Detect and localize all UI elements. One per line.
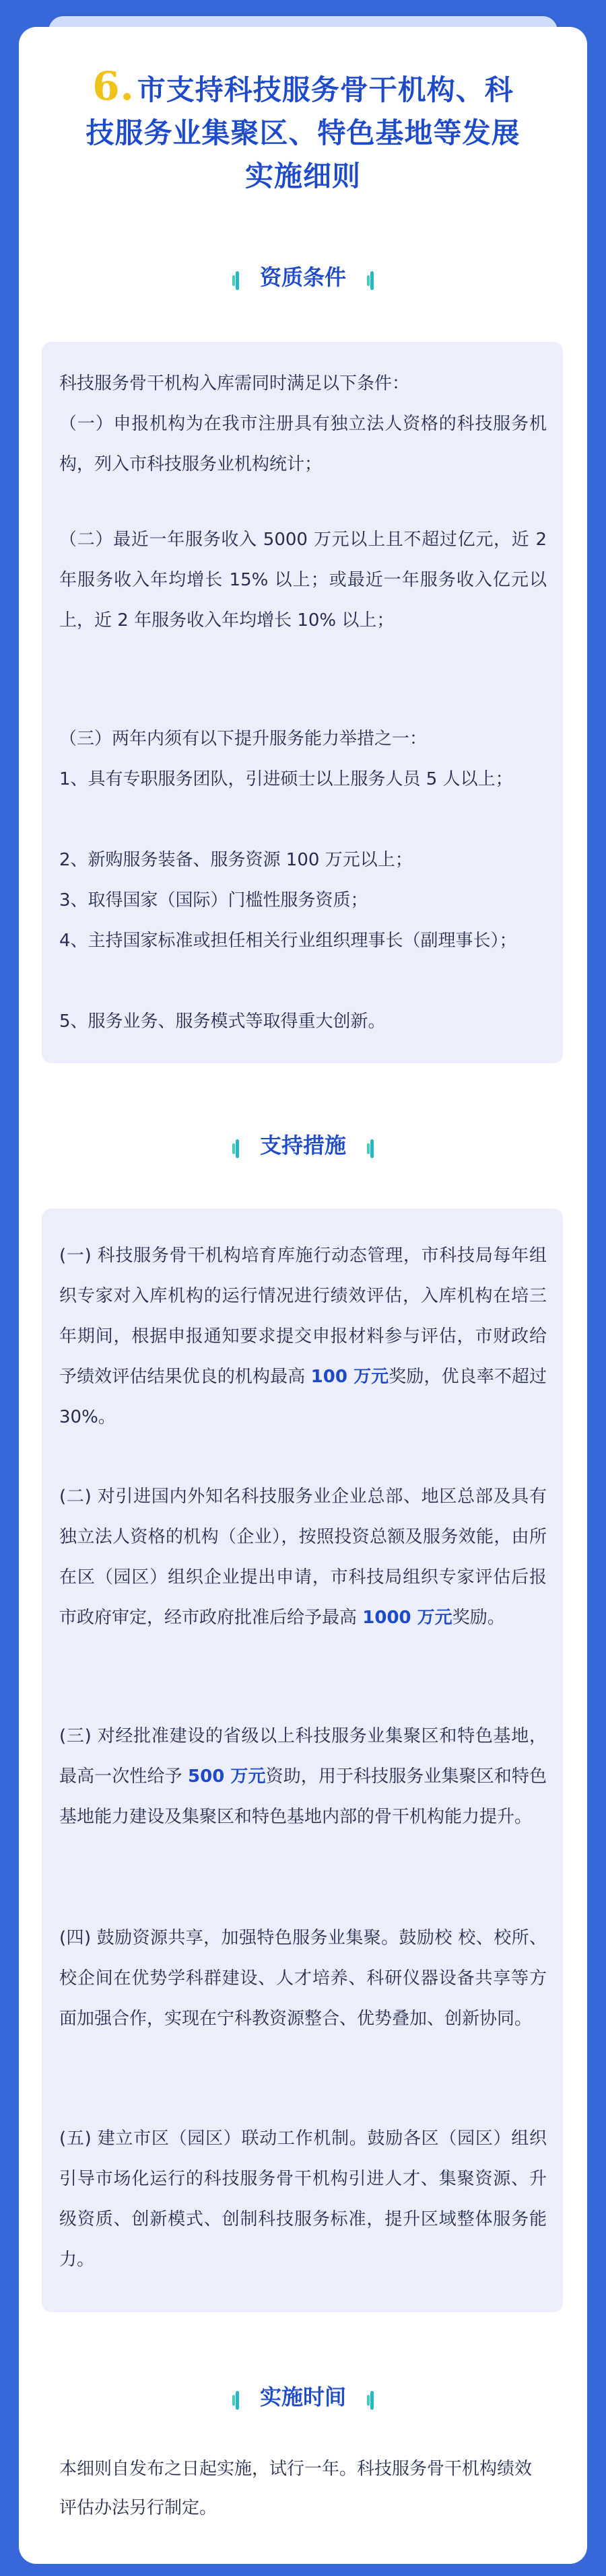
support-item-5: (五) 建立市区（园区）联动工作机制。鼓励各区（园区）组织引导市场化运行的科技服务骨干机构引进人才、集聚资源、升级资质、创新模式、创制科技服务标准，提升区域整体服务能力。	[59, 2128, 547, 2270]
heading-decoration-left-icon	[232, 1139, 239, 1158]
heading-decoration-left-icon	[232, 271, 239, 290]
section-heading-label: 支持措施	[259, 1133, 346, 1158]
support-item-2: (二) 对引进国内外知名科技服务业企业总部、地区总部及具有独立法人资格的机构（企业），按照投资总额及服务效能，由所在区（园区）组织企业提出申请，市科技局组织专家评估后报市政府审定，经市政府批准后给予最高 1000 万元奖励。	[59, 1487, 547, 1628]
qualification-item-3-4: 4、主持国家标准或担任相关行业组织理事长（副理事长）；	[59, 931, 517, 951]
qualification-item-3-5: 5、服务业务、服务模式等取得重大创新。	[59, 1011, 386, 1032]
support-item-1-amount: 100 万元	[310, 1367, 389, 1387]
heading-decoration-right-icon	[367, 1139, 374, 1158]
timing-text: 本细则自发布之日起实施，试行一年。科技服务骨干机构绩效评估办法另行制定。	[59, 2459, 533, 2518]
page-title	[40, 65, 566, 198]
qualification-item-3-head: （三）两年内须有以下提升服务能力举措之一：	[59, 729, 428, 749]
qualification-item-3-2: 2、新购服务装备、服务资源 100 万元以上；	[59, 850, 413, 870]
title-line-2: 技服务业集聚区、特色基地等发展	[86, 116, 520, 149]
support-item-4: (四) 鼓励资源共享，加强特色服务业集聚。鼓励校 校、校所、校企间在优势学科群建设、人才培养、科研仪器设备共享等方面加强合作，实现在宁科教资源整合、优势叠加、创新协同。	[59, 1928, 547, 2029]
qualification-intro: 科技服务骨干机构入库需同时满足以下条件：	[59, 373, 410, 394]
section-heading-label: 资质条件	[259, 264, 346, 290]
heading-decoration-right-icon	[367, 271, 374, 290]
section-heading-timing	[0, 2382, 606, 2412]
support-item-2-amount: 1000 万元	[362, 1608, 452, 1628]
section-heading-label: 实施时间	[259, 2384, 346, 2410]
title-line-1: 市支持科技服务骨干机构、科	[137, 73, 514, 106]
qualification-item-3-3: 3、取得国家（国际）门槛性服务资质；	[59, 890, 368, 910]
qualification-item-3-1: 1、具有专职服务团队，引进硕士以上服务人员 5 人以上；	[59, 769, 513, 789]
heading-decoration-left-icon	[232, 2391, 239, 2410]
qualification-item-1: （一）申报机构为在我市注册具有独立法人资格的科技服务机构，列入市科技服务业机构统计；	[59, 414, 547, 474]
support-item-1: (一) 科技服务骨干机构培育库施行动态管理，市科技局每年组织专家对入库机构的运行情况进行绩效评估，入库机构在培三年期间，根据申报通知要求提交申报材料参与评估，市财政给予绩效评估结果优良的机构最高 100 万元奖励，优良率不超过 30%。	[59, 1246, 547, 1427]
heading-decoration-right-icon	[367, 2391, 374, 2410]
title-number: 6.	[92, 63, 135, 109]
support-item-3-amount: 500 万元	[188, 1766, 266, 1787]
section-heading-support	[0, 1131, 606, 1160]
title-line-3: 实施细则	[244, 159, 361, 192]
section-heading-qualification	[0, 262, 606, 292]
qualification-item-2: （二）最近一年服务收入 5000 万元以上且不超过亿元，近 2 年服务收入年均增长 15% 以上；或最近一年服务收入亿元以上，近 2 年服务收入年均增长 10% 以上；	[59, 530, 547, 631]
support-item-3: (三) 对经批准建设的省级以上科技服务业集聚区和特色基地，最高一次性给予 500 万元资助，用于科技服务业集聚区和特色基地能力建设及集聚区和特色基地内部的骨干机构能力提升。	[59, 1726, 547, 1827]
